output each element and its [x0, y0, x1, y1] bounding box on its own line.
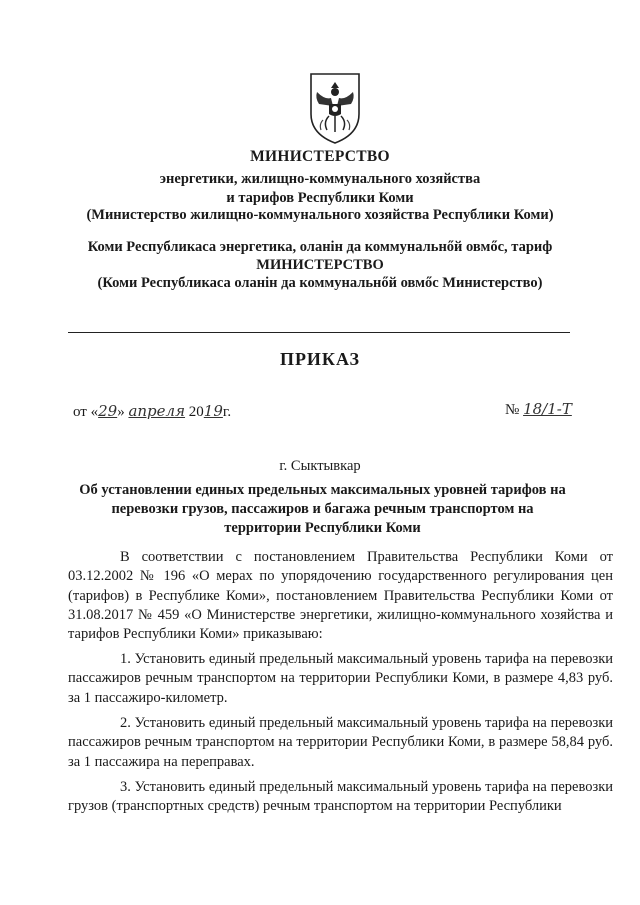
ministry-ru-line3: и тарифов Республики Коми — [226, 190, 414, 206]
preamble-paragraph: В соответствии с постановлением Правительства Республики Коми от 03.12.2002 № 196 «О мерах по упорядочению государственного регулирования цен (тарифов) в Республике Коми», постановлением Правительства Республики Коми от 31.08.2017 № 459 «О Министерстве энергетики, жилищно-коммунального хозяйства и тарифов Республики Коми» приказываю: — [68, 549, 613, 643]
date-day: 29 — [98, 402, 118, 420]
list-item: 2. Установить единый предельный максимальный уровень тарифа на перевозки пассажиров речным транспортом на территории Республики Коми, в размере 58,84 руб. за 1 пассажира на переправах. — [68, 715, 613, 770]
date-prefix: от « — [73, 404, 99, 420]
number-value: 18/1-Т — [523, 400, 572, 418]
document-date — [73, 402, 231, 421]
document-number — [505, 400, 572, 419]
header-divider — [68, 332, 570, 333]
document-subject: Об установлении единых предельных максимальных уровней тарифов на перевозки грузов, пассажиров и багажа речным транспортом на территории Республики Коми — [79, 482, 566, 536]
document-title: ПРИКАЗ — [279, 349, 361, 369]
ministry-komi-line3: (Коми Республикаса оланiн да коммунальнőй овмőс Министерство) — [97, 275, 543, 291]
ministry-ru-line2: энергетики, жилищно-коммунального хозяйства — [159, 171, 481, 187]
ministry-ru-line4: (Министерство жилищно-коммунального хозяйства Республики Коми) — [86, 207, 554, 223]
list-item: 3. Установить единый предельный максимальный уровень тарифа на перевозки грузов (транспортных средств) речным транспортом на территории Республики — [68, 779, 613, 815]
list-item: 1. Установить единый предельный максимальный уровень тарифа на перевозки пассажиров речным транспортом на территории Республики Коми, в размере 4,83 руб. за 1 пассажиро-километр. — [68, 651, 613, 706]
ministry-komi-title: МИНИСТЕРСТВО — [256, 257, 384, 273]
date-year: 19 — [203, 402, 223, 420]
city-line: г. Сыктывкар — [279, 458, 361, 474]
number-prefix: № — [505, 402, 524, 418]
ministry-ru-title: МИНИСТЕРСТВО — [250, 148, 390, 165]
date-mid: » — [117, 404, 129, 420]
date-month: апреля — [128, 402, 186, 420]
coat-of-arms-emblem — [305, 70, 365, 145]
date-suffix: г. — [222, 404, 232, 420]
date-year-prefix: 20 — [185, 404, 204, 420]
ministry-komi-line1: Коми Республикаса энергетика, оланiн да коммунальнőй овмőс, тариф — [87, 239, 553, 255]
